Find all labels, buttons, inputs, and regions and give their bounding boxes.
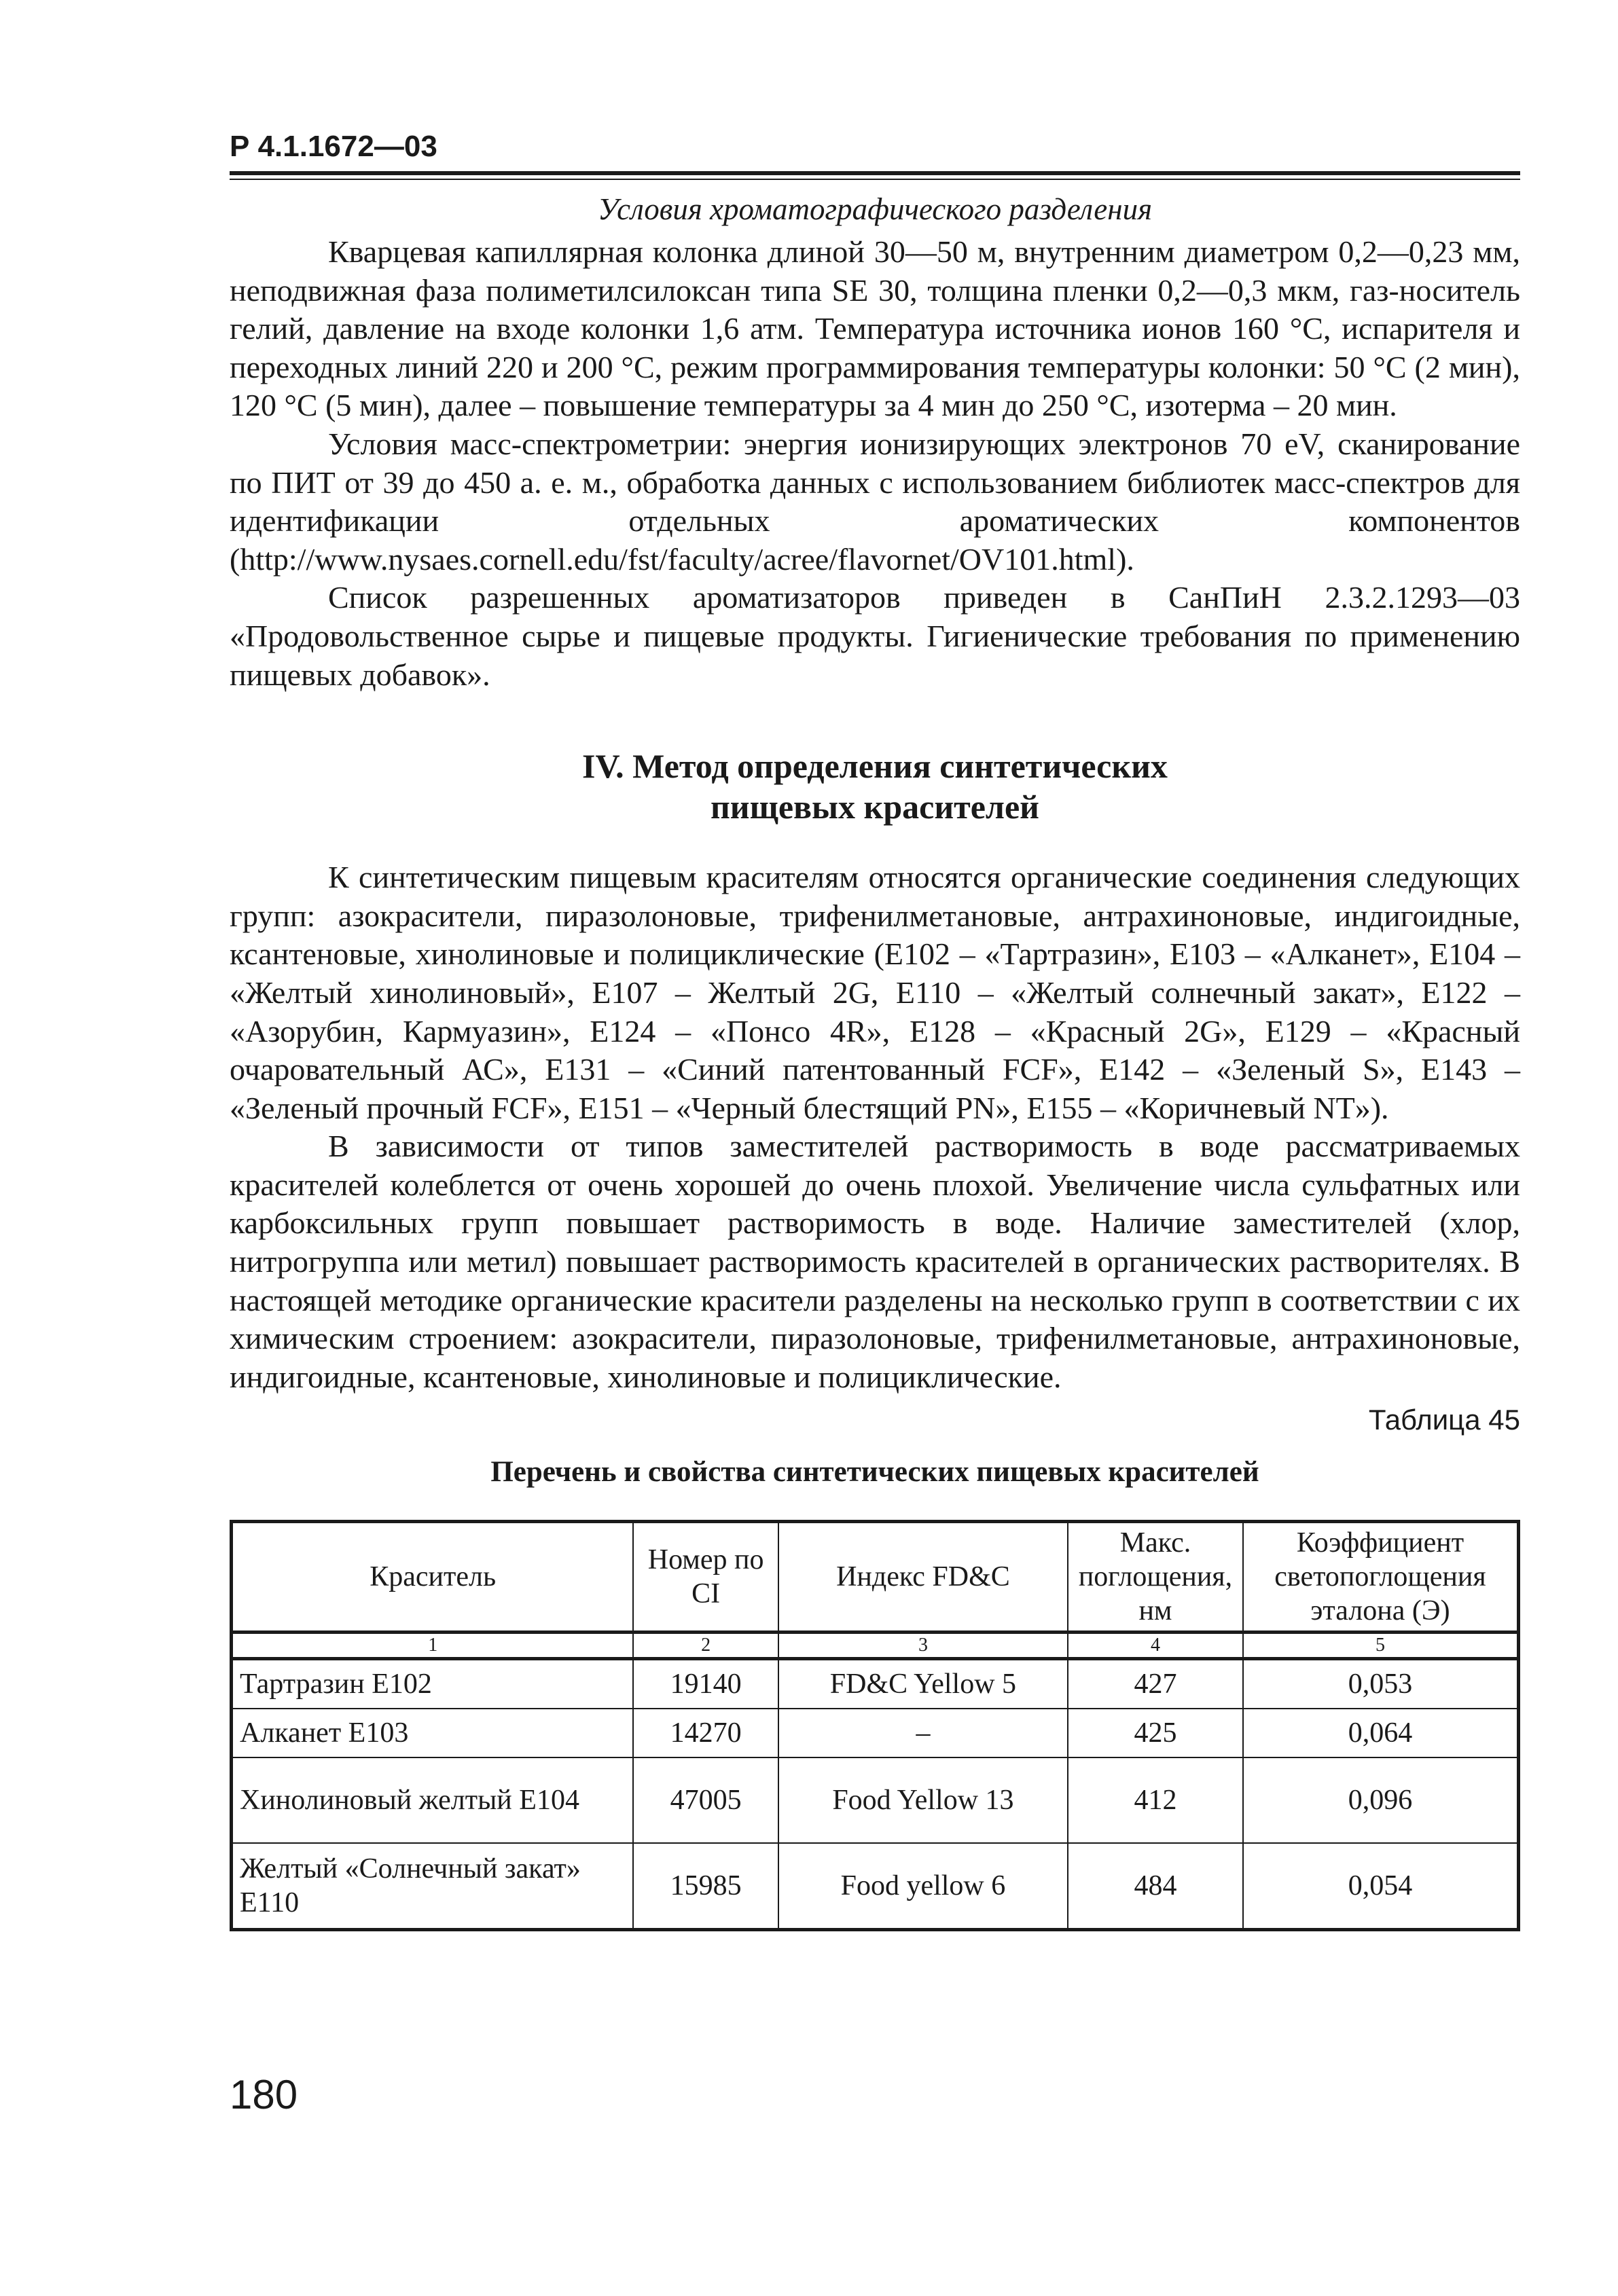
table-header-row	[232, 1522, 1519, 1633]
table-header-cell: Номер по CI	[633, 1522, 778, 1633]
table-cell: 0,054	[1243, 1843, 1519, 1930]
table-row	[232, 1757, 1519, 1843]
section-title	[230, 746, 1520, 827]
table-label: Таблица 45	[1368, 1404, 1520, 1436]
column-number: 2	[633, 1633, 778, 1659]
table-cell: 19140	[633, 1659, 778, 1709]
table-header-cell: Индекс FD&C	[778, 1522, 1068, 1633]
document-page	[230, 129, 1520, 1931]
table-cell: Food Yellow 13	[778, 1757, 1068, 1843]
table-header-cell: Краситель	[232, 1522, 634, 1633]
table-cell: 0,096	[1243, 1757, 1519, 1843]
section-title-line1: IV. Метод определения синтетических	[582, 747, 1168, 786]
table-title: Перечень и свойства синтетических пищевых красителей	[490, 1456, 1259, 1489]
table-header-cell: Макс. поглощения, нм	[1068, 1522, 1243, 1633]
table-cell: 484	[1068, 1843, 1243, 1930]
table-cell: –	[778, 1709, 1068, 1757]
table-cell: 15985	[633, 1843, 778, 1930]
table-cell: Food yellow 6	[778, 1843, 1068, 1930]
table-cell: 14270	[633, 1709, 778, 1757]
subsection-title: Условия хроматографического разделения	[597, 192, 1153, 226]
table-cell: 47005	[633, 1757, 778, 1843]
column-number: 3	[778, 1633, 1068, 1659]
table-cell: Алканет Е103	[232, 1709, 634, 1757]
document-code: Р 4.1.1672—03	[230, 130, 437, 163]
page-number: 180	[230, 2072, 298, 2117]
paragraph-flavors-list: Список разрешенных ароматизаторов приведен в СанПиН 2.3.2.1293—03 «Продовольственное сырье и пищевые продукты. Гигиенические требования по применению пищевых добавок».	[230, 580, 1520, 692]
table-cell: Хинолиновый желтый Е104	[232, 1757, 634, 1843]
table-row	[232, 1709, 1519, 1757]
column-number: 4	[1068, 1633, 1243, 1659]
table-cell: 427	[1068, 1659, 1243, 1709]
column-number: 5	[1243, 1633, 1519, 1659]
column-number: 1	[232, 1633, 634, 1659]
header-rule-thin	[230, 179, 1520, 180]
table-cell: Желтый «Солнечный закат» Е110	[232, 1843, 634, 1930]
paragraph-dye-groups: К синтетическим пищевым красителям относятся органические соединения следующих групп: азокрасители, пиразолоновые, трифенилметановые, антрахиноновые, индигоидные, ксантеновые, хинолиновые и полициклические (Е102 – «Тартразин», Е103 – «Алканет», Е104 – «Желтый хинолиновый», Е107 – Желтый 2G, Е110 – «Желтый солнечный закат», Е122 – «Азорубин, Кармуазин», Е124 – «Понсо 4R», Е128 – «Красный 2G», Е129 – «Красный очаровательный АС», Е131 – «Синий патентованный FCF», Е142 – «Зеленый S», Е143 – «Зеленый прочный FCF», Е151 – «Черный блестящий PN», Е155 – «Коричневый NT»).	[230, 860, 1520, 1125]
paragraph-solubility: В зависимости от типов заместителей растворимость в воде рассматриваемых красителей колеблется от очень хорошей до очень плохой. Увеличение числа сульфатных или карбоксильных групп повышает растворимость в воде. Наличие заместителей (хлор, нитрогруппа или метил) повышает растворимость красителей в органических растворителях. В настоящей методике органические красители разделены на несколько групп в соответствии с их химическим строением: азокрасители, пиразолоновые, трифенилметановые, антрахиноновые, индигоидные, ксантеновые, хинолиновые и полициклические.	[230, 1129, 1520, 1394]
header-rule-thick	[230, 171, 1520, 175]
table-column-number-row	[232, 1633, 1519, 1659]
table-cell: 0,053	[1243, 1659, 1519, 1709]
table-cell: 0,064	[1243, 1709, 1519, 1757]
table-cell: 412	[1068, 1757, 1243, 1843]
table-row	[232, 1659, 1519, 1709]
table-cell: Тартразин Е102	[232, 1659, 634, 1709]
section-title-line2: пищевых красителей	[711, 788, 1039, 826]
table-row	[232, 1843, 1519, 1930]
dyes-table	[230, 1520, 1520, 1931]
paragraph-mass-spectrometry: Условия масс-спектрометрии: энергия ионизирующих электронов 70 eV, сканирование по ПИТ от 39 до 450 а. е. м., обработка данных с использованием библиотек масс-спектров для идентификации отдельных ароматических компонентов (http://www.nysaes.cornell.edu/fst/faculty/acree/flavornet/OV101.html).	[230, 426, 1520, 577]
paragraph-chromatography: Кварцевая капиллярная колонка длиной 30—50 м, внутренним диаметром 0,2—0,23 мм, неподвижная фаза полиметилсилоксан типа SE 30, толщина пленки 0,2—0,3 мкм, газ-носитель гелий, давление на входе колонки 1,6 атм. Температура источника ионов 160 °С, испарителя и переходных линий 220 и 200 °С, режим программирования температуры колонки: 50 °С (2 мин), 120 °С (5 мин), далее – повышение температуры за 4 мин до 250 °С, изотерма – 20 мин.	[230, 234, 1520, 423]
table-cell: FD&C Yellow 5	[778, 1659, 1068, 1709]
table-header-cell: Коэффициент светопоглощения эталона (Э)	[1243, 1522, 1519, 1633]
table-cell: 425	[1068, 1709, 1243, 1757]
